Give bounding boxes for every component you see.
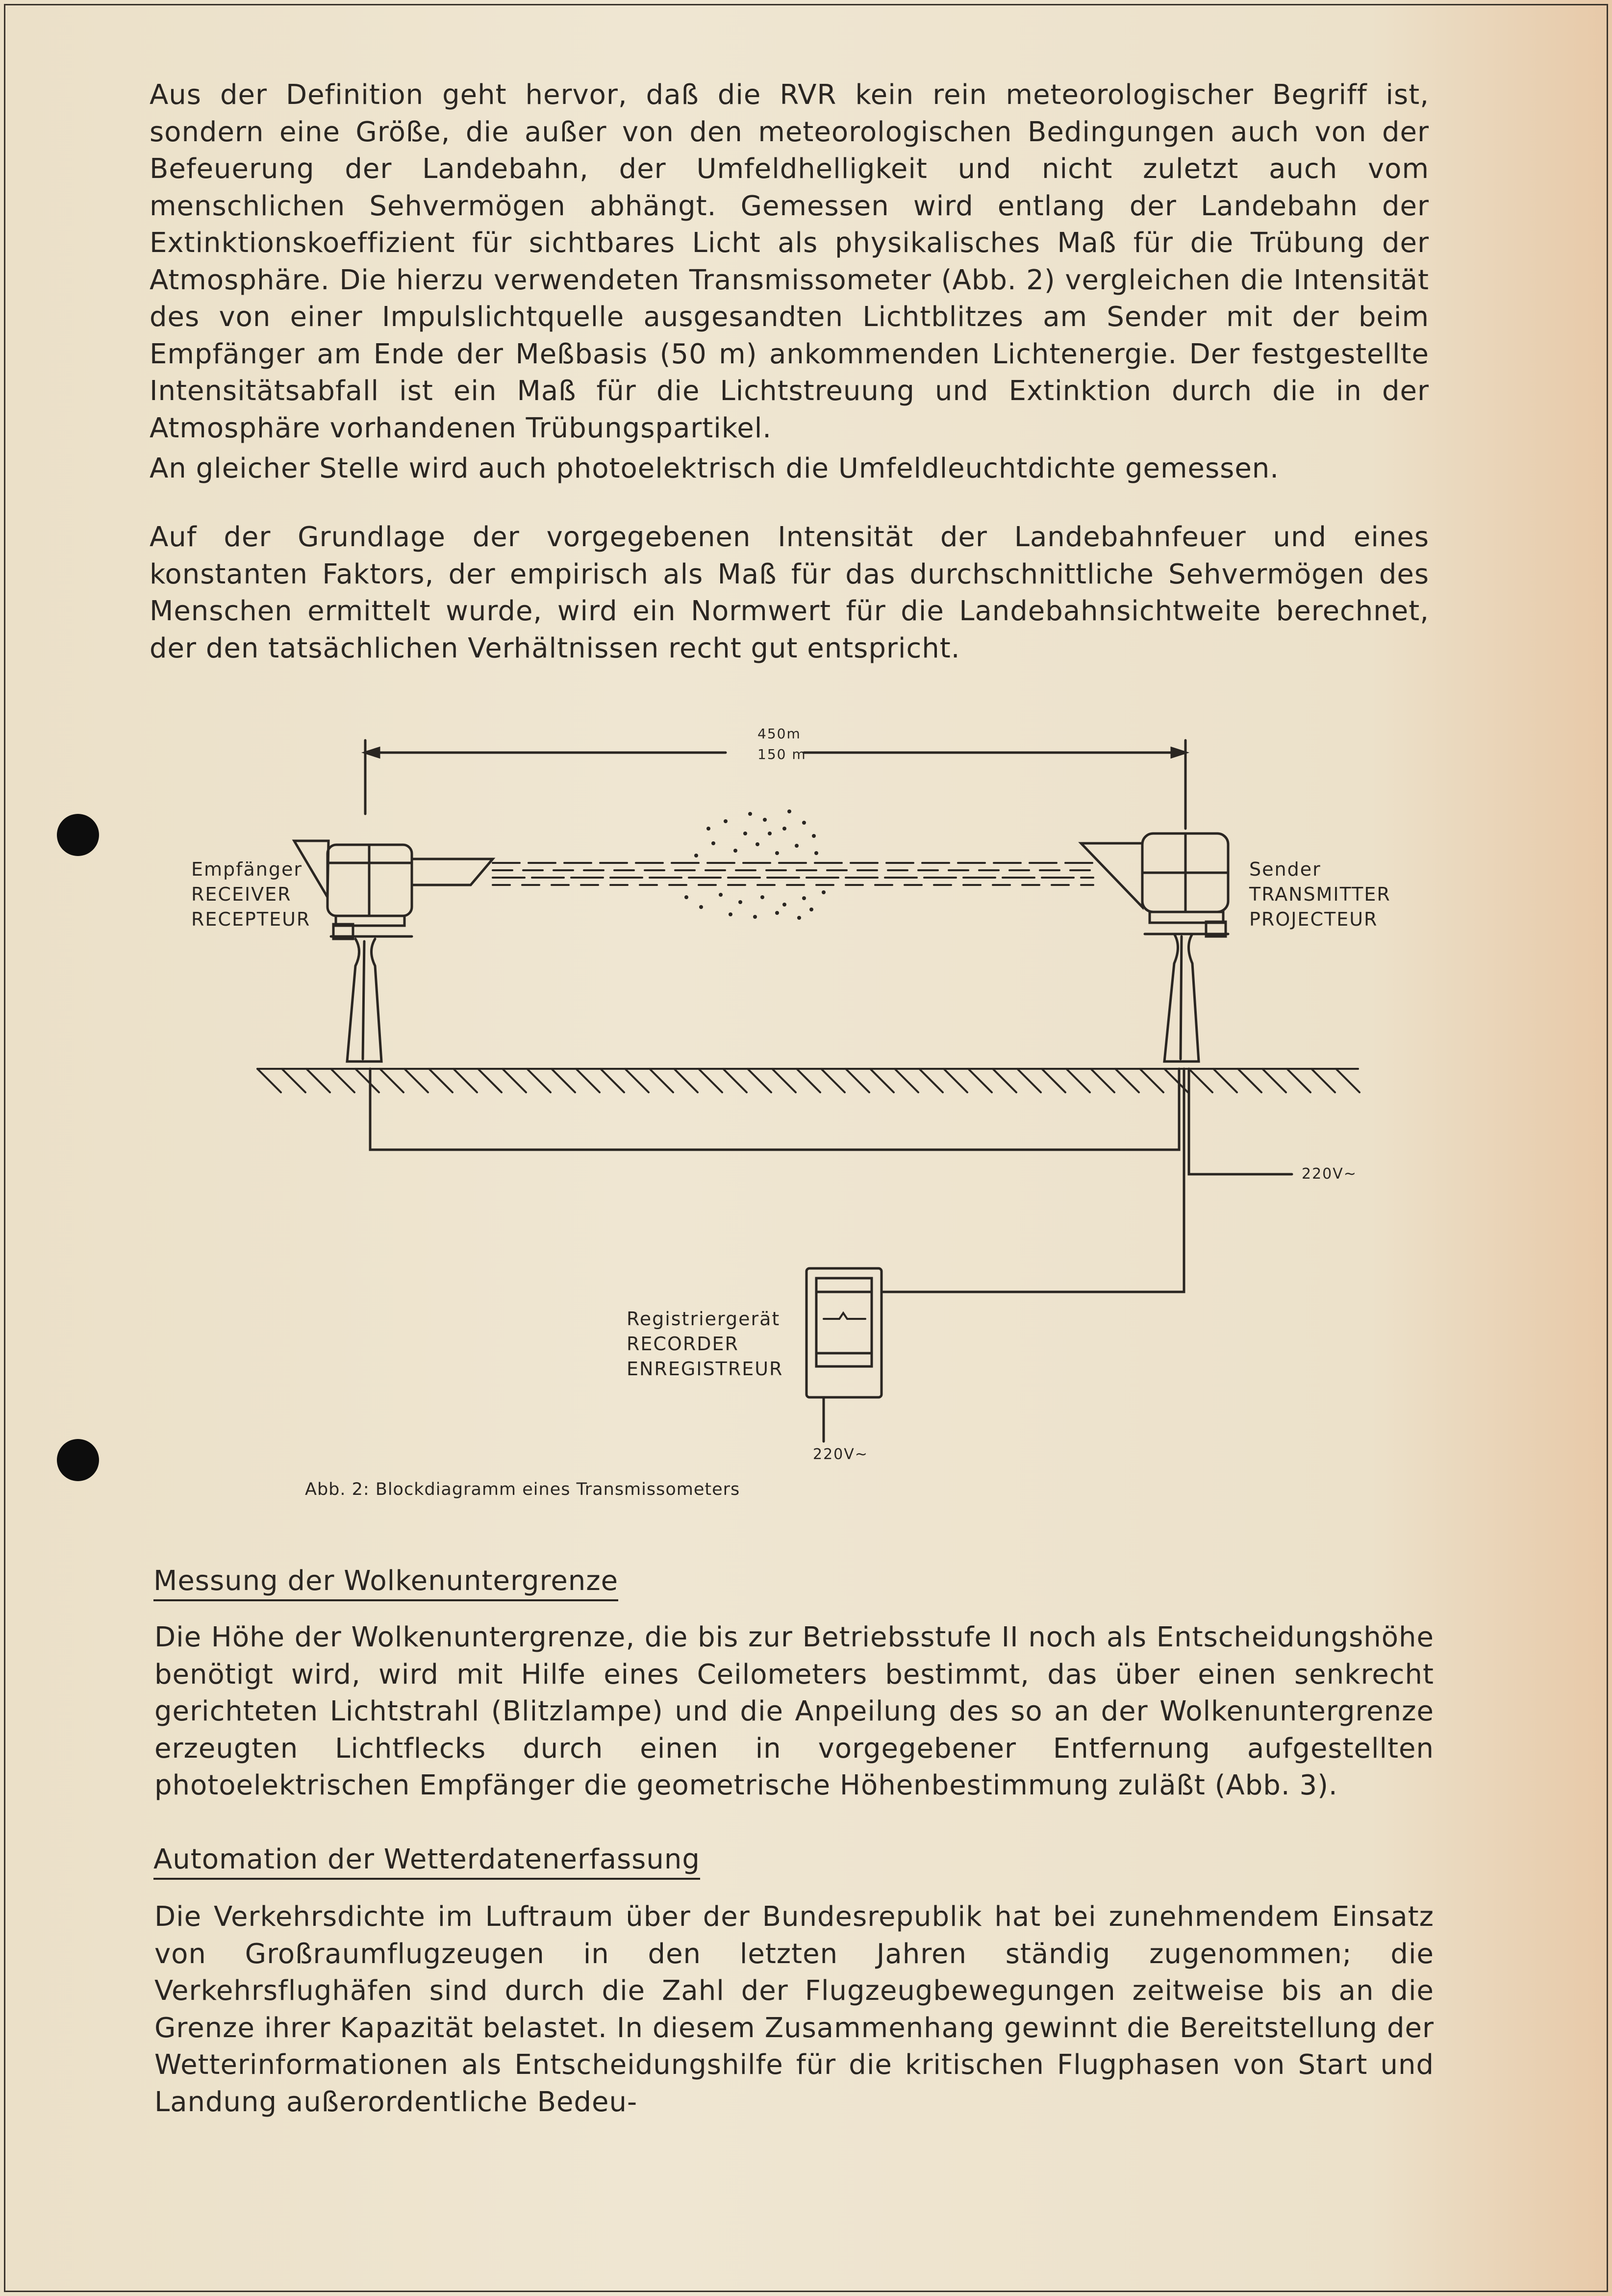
figure-caption: Abb. 2: Blockdiagramm eines Transmissometers [305,1480,740,1499]
distance-label-150: 150 m [757,746,806,762]
recorder-label [627,1307,783,1382]
recorder-label-de: Registriergerät [627,1308,781,1330]
transmitter-label-en: TRANSMITTER [1249,883,1391,905]
receiver-label-fr: RECEPTEUR [191,908,311,930]
cables [370,1069,1292,1441]
transmitter-label-fr: PROJECTEUR [1249,908,1378,930]
receiver-device [294,841,493,1061]
receiver-label [191,857,310,932]
light-beam [493,863,1093,885]
heading-cloud-base: Messung der Wolkenuntergrenze [153,1564,618,1601]
distance-label-450: 450m [757,726,801,742]
recorder-label-fr: ENREGISTREUR [627,1358,783,1380]
power-label-main: 220V~ [1302,1165,1357,1183]
receiver-label-de: Empfänger [191,858,303,880]
transmitter-device [1081,833,1228,1061]
particle-cloud [684,809,826,920]
receiver-label-en: RECEIVER [191,883,292,905]
paragraph-rvr-definition: Aus der Definition geht hervor, daß die RVR kein rein meteorologischer Begriff ist, sondern eine Größe, die außer von den meteorologischen Bedingungen auch von der Befeuerung der Landebahn, der Umfeldhelligkeit und nicht zuletzt auch vom menschlichen Sehvermögen abhängt. Gemessen wird entlang der Landebahn der Extinktionskoeffizient für sichtbares Licht als physikalisches Maß für die Trübung der Atmosphäre. Die hierzu verwendeten Transmissometer (Abb. 2) vergleichen die Intensität des von einer Impulslichtquelle ausgesandten Lichtblitzes am Sender mit der beim Empfänger am Ende der Meßbasis (50 m) ankommenden Lichtenergie. Der festgestellte Intensitätsabfall ist ein Maß für die Lichtstreuung und Extinktion durch die in der Atmosphäre vorhandenen Trübungspartikel. [150,79,1429,444]
transmitter-label [1249,857,1391,932]
heading-automation: Automation der Wetterdatenerfassung [153,1842,700,1880]
recorder-device [806,1268,882,1397]
ground-hatching [257,1069,1360,1092]
paragraph-traffic-density: Die Verkehrsdichte im Luftraum über der Bundesrepublik hat bei zunehmendem Einsatz von Großraumflugzeugen in den letzten Jahren ständig zugenommen; die Verkehrsflughäfen sind durch die Zahl der Flugzeugbewegungen zeitweise bis an die Grenze ihrer Kapazität belastet. In diesem Zusammenhang gewinnt die Bereitstellung der Wetterinformationen als Entscheidungshilfe für die kritischen Flugphasen von Start und Landung außerordentliche Bedeu- [154,1901,1434,2118]
transmitter-label-de: Sender [1249,858,1321,880]
paragraph-rvr-calculation: Auf der Grundlage der vorgegebenen Intensität der Landebahnfeuer und eines konstanten Faktors, der empirisch als Maß für das durchschnittliche Sehvermögen des Menschen ermittelt wurde, wird ein Normwert für die Landebahnsichtweite berechnet, der den tatsächlichen Verhältnissen recht gut entspricht. [150,521,1429,664]
paragraph-ambient-luminance: An gleicher Stelle wird auch photoelektrisch die Umfeldleuchtdichte gemessen. [150,453,1280,484]
paragraph-ceilometer: Die Höhe der Wolkenuntergrenze, die bis zur Betriebsstufe II noch als Entscheidungshöhe benötigt wird, wird mit Hilfe eines Ceilometers bestimmt, das über einen senkrecht gerichteten Lichtstrahl (Blitzlampe) und die Anpeilung des so an der Wolkenuntergrenze erzeugten Lichtflecks durch einen in vorgegebener Entfernung aufgestellten photoelektrischen Empfänger die geometrische Höhenbestimmung zuläßt (Abb. 3). [154,1621,1434,1801]
recorder-label-en: RECORDER [627,1333,739,1355]
power-label-recorder: 220V~ [813,1446,868,1463]
